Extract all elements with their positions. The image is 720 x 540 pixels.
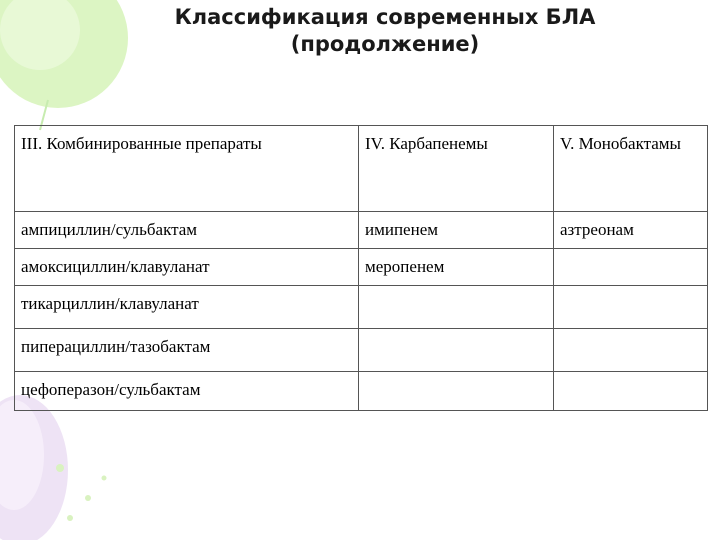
classification-table xyxy=(14,125,708,411)
table-cell xyxy=(554,329,708,372)
table-cell: меропенем xyxy=(359,249,554,286)
table-cell xyxy=(359,286,554,329)
table-cell xyxy=(554,249,708,286)
header-cell: IV. Карбапенемы xyxy=(359,126,554,212)
table-cell: тикарциллин/клавуланат xyxy=(15,286,359,329)
title-line-1: Классификация современных БЛА xyxy=(174,5,596,29)
table-cell xyxy=(554,286,708,329)
title-line-2: (продолжение) xyxy=(290,32,480,56)
slide-title xyxy=(0,4,720,58)
table-header-row xyxy=(15,126,708,212)
table-row xyxy=(15,249,708,286)
table-cell: пиперациллин/тазобактам xyxy=(15,329,359,372)
table-cell xyxy=(359,372,554,411)
table-cell: цефоперазон/сульбактам xyxy=(15,372,359,411)
header-cell: V. Монобактамы xyxy=(554,126,708,212)
table-row xyxy=(15,329,708,372)
table-cell: ампициллин/сульбактам xyxy=(15,212,359,249)
header-cell: III. Комбинированные препараты xyxy=(15,126,359,212)
table-cell: азтреонам xyxy=(554,212,708,249)
table-row xyxy=(15,372,708,411)
table-row xyxy=(15,286,708,329)
table-cell: имипенем xyxy=(359,212,554,249)
table-cell xyxy=(359,329,554,372)
table-cell: амоксициллин/клавуланат xyxy=(15,249,359,286)
table-row xyxy=(15,212,708,249)
table-cell xyxy=(554,372,708,411)
